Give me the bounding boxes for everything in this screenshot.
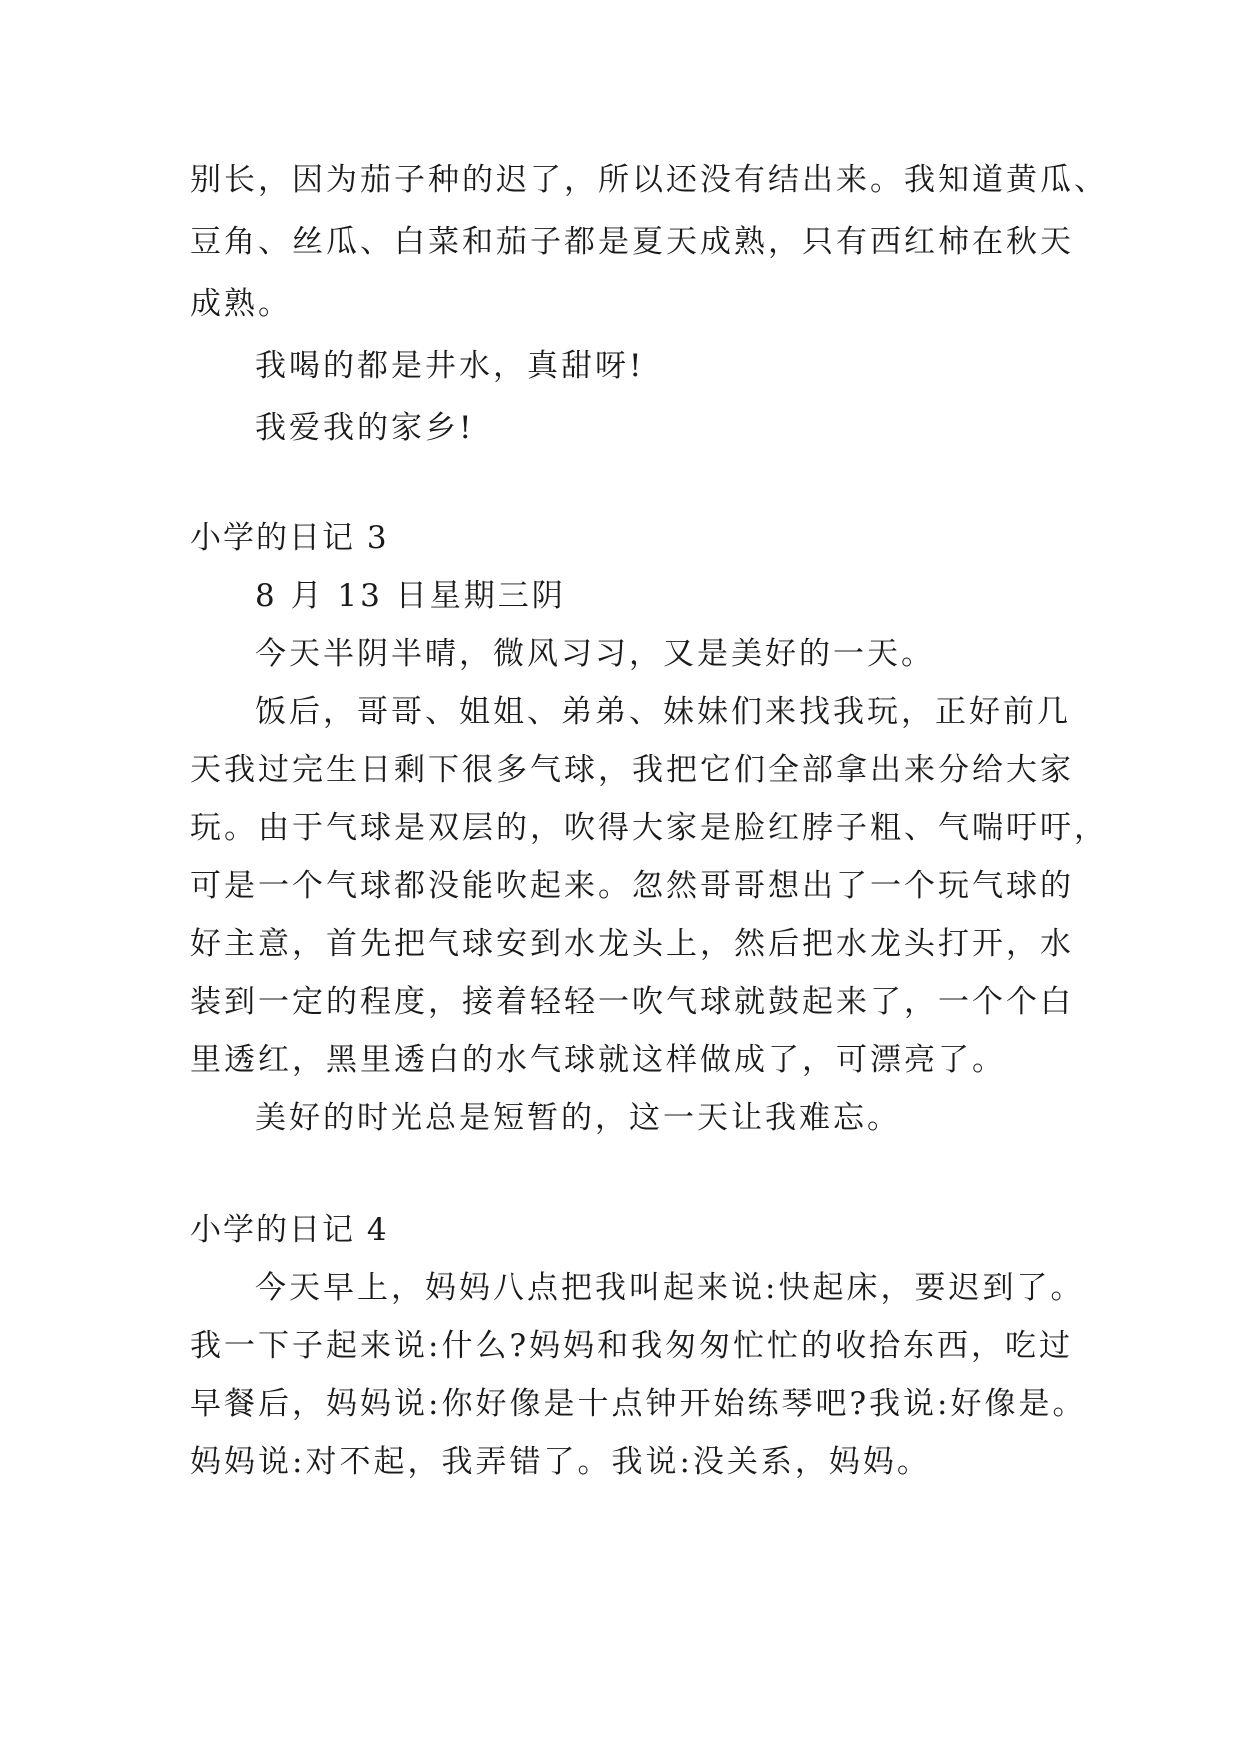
paragraph: 我爱我的家乡! (255, 410, 475, 446)
paragraph-line: 可是一个气球都没能吹起来。忽然哥哥想出了一个玩气球的 (190, 868, 1074, 904)
paragraph-line: 成熟。 (190, 286, 292, 322)
paragraph-line: 饭后，哥哥、姐姐、弟弟、妹妹们来找我玩，正好前几 (255, 694, 1071, 730)
section-title: 小学的日记 3 (190, 520, 389, 556)
paragraph-line: 别长，因为茄子种的迟了，所以还没有结出来。我知道黄瓜、 (190, 162, 1108, 198)
section-title: 小学的日记 4 (190, 1212, 389, 1248)
paragraph-line: 我一下子起来说:什么?妈妈和我匆匆忙忙的收拾东西，吃过 (190, 1328, 1074, 1364)
paragraph-line: 里透红，黑里透白的水气球就这样做成了，可漂亮了。 (190, 1042, 1006, 1078)
paragraph-line: 玩。由于气球是双层的，吹得大家是脸红脖子粗、气喘吁吁， (190, 810, 1108, 846)
paragraph-line: 早餐后，妈妈说:你好像是十点钟开始练琴吧?我说:好像是。 (190, 1386, 1087, 1422)
paragraph-line: 妈妈说:对不起，我弄错了。我说:没关系，妈妈。 (190, 1444, 931, 1480)
paragraph-line: 今天早上，妈妈八点把我叫起来说:快起床，要迟到了。 (255, 1270, 1085, 1306)
paragraph-line: 天我过完生日剩下很多气球，我把它们全部拿出来分给大家 (190, 752, 1074, 788)
paragraph: 美好的时光总是短暂的，这一天让我难忘。 (255, 1100, 901, 1136)
paragraph-line: 装到一定的程度，接着轻轻一吹气球就鼓起来了，一个个白 (190, 984, 1074, 1020)
diary-date: 8 月 13 日星期三阴 (255, 578, 566, 614)
paragraph: 今天半阴半晴，微风习习，又是美好的一天。 (255, 636, 935, 672)
paragraph: 我喝的都是井水，真甜呀! (255, 348, 645, 384)
paragraph-line: 豆角、丝瓜、白菜和茄子都是夏天成熟，只有西红柿在秋天 (190, 224, 1074, 260)
paragraph-line: 好主意，首先把气球安到水龙头上，然后把水龙头打开，水 (190, 926, 1074, 962)
